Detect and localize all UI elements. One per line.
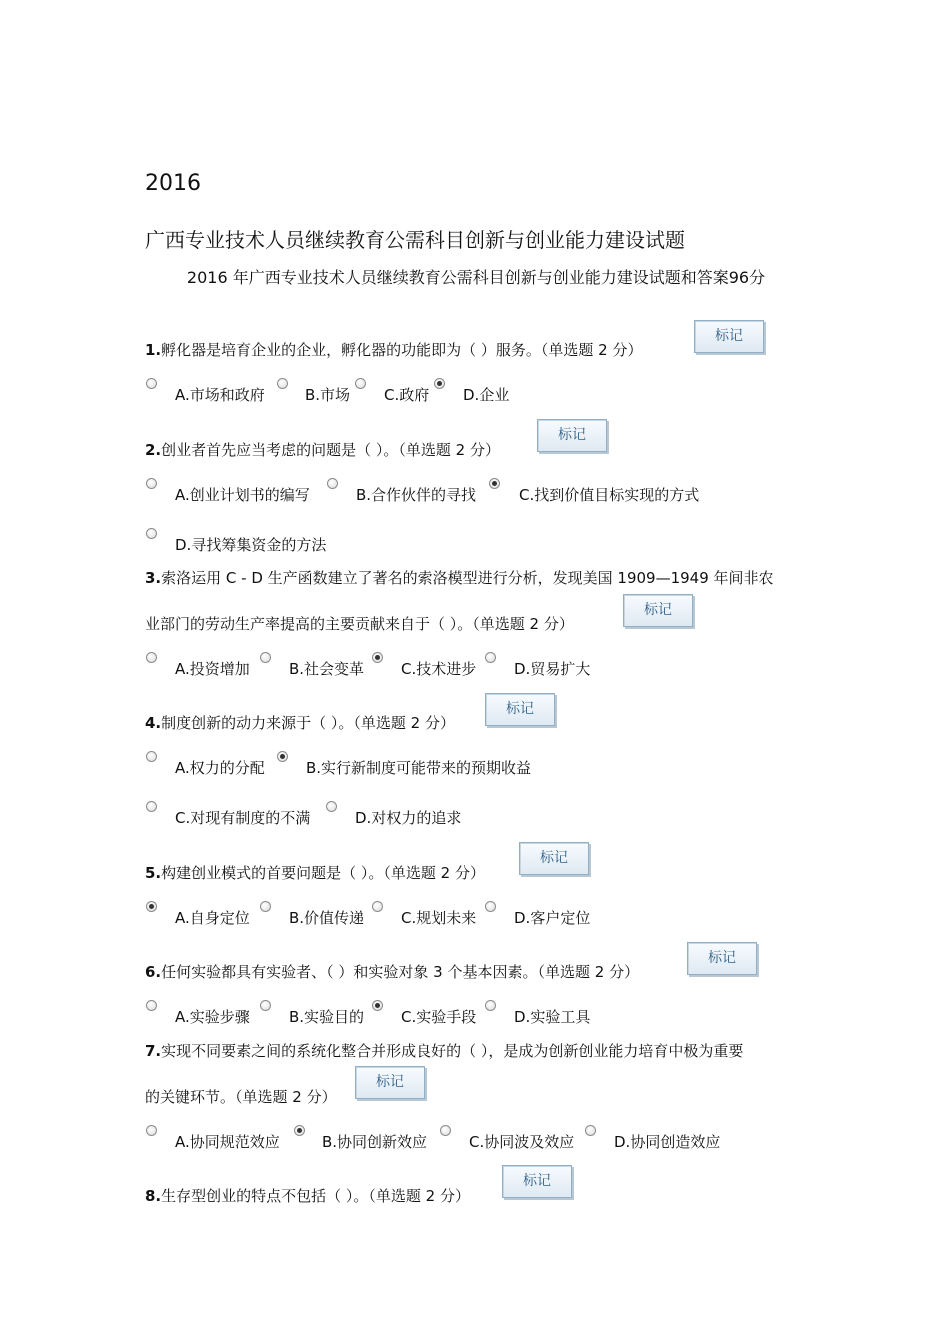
document-title: 广西专业技术人员继续教育公需科目创新与创业能力建设试题 — [145, 228, 685, 252]
radio-q1-c[interactable] — [355, 378, 366, 389]
radio-q1-d-selected[interactable] — [434, 378, 445, 389]
question-5-text: 5.构建创业模式的首要问题是（ ）。（单选题 2 分） — [145, 864, 485, 882]
radio-q6-d[interactable] — [485, 1000, 496, 1011]
option-label: C.技术进步 — [401, 660, 477, 678]
option-label: D.贸易扩大 — [514, 660, 591, 678]
question-7-text-line1: 7.实现不同要素之间的系统化整合并形成良好的（ ），是成为创新创业能力培育中极为重要 — [145, 1042, 744, 1060]
radio-q4-b-selected[interactable] — [277, 751, 288, 762]
option-label: B.协同创新效应 — [322, 1133, 428, 1151]
radio-q3-a[interactable] — [146, 652, 157, 663]
radio-q4-c[interactable] — [146, 801, 157, 812]
radio-q3-c-selected[interactable] — [372, 652, 383, 663]
option-label: A.市场和政府 — [175, 386, 265, 404]
question-3-text-line1: 3.索洛运用 C - D 生产函数建立了著名的索洛模型进行分析，发现美国 1909—1949 年间非农 — [145, 569, 774, 587]
question-1-text: 1.孵化器是培育企业的企业，孵化器的功能即为（ ）服务。（单选题 2 分） — [145, 341, 643, 359]
question-4-text: 4.制度创新的动力来源于（ ）。（单选题 2 分） — [145, 714, 455, 732]
radio-q7-b-selected[interactable] — [294, 1125, 305, 1136]
question-6-text: 6.任何实验都具有实验者、（ ）和实验对象 3 个基本因素。（单选题 2 分） — [145, 963, 640, 981]
option-label: D.客户定位 — [514, 909, 591, 927]
option-label: B.合作伙伴的寻找 — [356, 486, 477, 504]
radio-q1-a[interactable] — [146, 378, 157, 389]
option-label: A.权力的分配 — [175, 759, 265, 777]
option-label: A.协同规范效应 — [175, 1133, 280, 1151]
option-label: C.对现有制度的不满 — [175, 809, 311, 827]
option-label: C.政府 — [384, 386, 430, 404]
radio-q3-d[interactable] — [485, 652, 496, 663]
document-subtitle: 2016 年广西专业技术人员继续教育公需科目创新与创业能力建设试题和答案96分 — [186, 268, 766, 287]
option-label: B.实行新制度可能带来的预期收益 — [306, 759, 532, 777]
option-label: B.市场 — [305, 386, 351, 404]
radio-q2-c-selected[interactable] — [489, 478, 500, 489]
radio-q6-a[interactable] — [146, 1000, 157, 1011]
radio-q2-d[interactable] — [146, 528, 157, 539]
mark-button[interactable]: 标记 — [519, 842, 589, 875]
document-year: 2016 — [145, 171, 201, 196]
option-label: A.创业计划书的编写 — [175, 486, 310, 504]
question-7-text-line2: 的关键环节。（单选题 2 分） — [145, 1088, 337, 1106]
option-label: D.对权力的追求 — [355, 809, 462, 827]
mark-button[interactable]: 标记 — [355, 1066, 425, 1099]
option-label: A.实验步骤 — [175, 1008, 250, 1026]
radio-q7-a[interactable] — [146, 1125, 157, 1136]
option-label: C.规划未来 — [401, 909, 477, 927]
radio-q4-a[interactable] — [146, 751, 157, 762]
radio-q5-d[interactable] — [485, 901, 496, 912]
radio-q7-c[interactable] — [440, 1125, 451, 1136]
option-label: B.社会变革 — [289, 660, 365, 678]
radio-q5-a-selected[interactable] — [146, 901, 157, 912]
question-2-text: 2.创业者首先应当考虑的问题是（ ）。（单选题 2 分） — [145, 441, 500, 459]
option-label: C.找到价值目标实现的方式 — [519, 486, 700, 504]
option-label: B.实验目的 — [289, 1008, 365, 1026]
radio-q6-c-selected[interactable] — [372, 1000, 383, 1011]
radio-q2-a[interactable] — [146, 478, 157, 489]
option-label: A.投资增加 — [175, 660, 250, 678]
radio-q6-b[interactable] — [260, 1000, 271, 1011]
mark-button[interactable]: 标记 — [687, 942, 757, 975]
option-label: B.价值传递 — [289, 909, 365, 927]
option-label: C.协同波及效应 — [469, 1133, 575, 1151]
option-label: A.自身定位 — [175, 909, 250, 927]
option-label: D.协同创造效应 — [614, 1133, 721, 1151]
option-label: D.企业 — [463, 386, 510, 404]
radio-q7-d[interactable] — [585, 1125, 596, 1136]
mark-button[interactable]: 标记 — [485, 693, 555, 726]
radio-q4-d[interactable] — [326, 801, 337, 812]
question-8-text: 8.生存型创业的特点不包括（ ）。（单选题 2 分） — [145, 1187, 470, 1205]
option-label: D.寻找筹集资金的方法 — [175, 536, 327, 554]
mark-button[interactable]: 标记 — [694, 320, 764, 353]
mark-button[interactable]: 标记 — [502, 1165, 572, 1198]
mark-button[interactable]: 标记 — [623, 594, 693, 627]
radio-q1-b[interactable] — [277, 378, 288, 389]
radio-q2-b[interactable] — [327, 478, 338, 489]
option-label: D.实验工具 — [514, 1008, 591, 1026]
radio-q5-b[interactable] — [260, 901, 271, 912]
option-label: C.实验手段 — [401, 1008, 477, 1026]
question-3-text-line2: 业部门的劳动生产率提高的主要贡献来自于（ ）。（单选题 2 分） — [145, 615, 574, 633]
mark-button[interactable]: 标记 — [537, 419, 607, 452]
radio-q5-c[interactable] — [372, 901, 383, 912]
radio-q3-b[interactable] — [260, 652, 271, 663]
